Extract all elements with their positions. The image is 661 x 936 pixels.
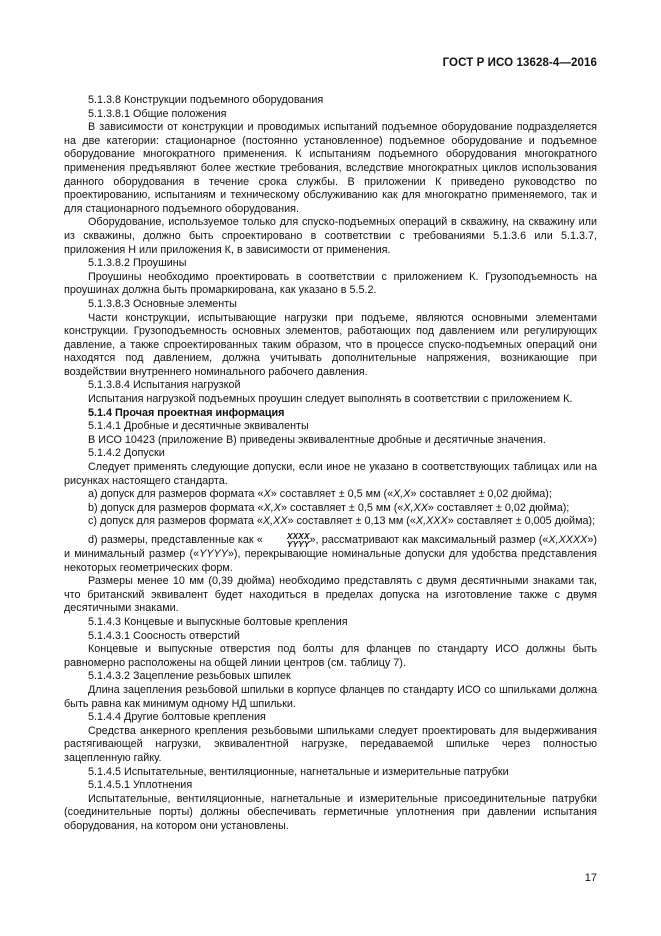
format-code: X,XX (262, 515, 288, 528)
paragraph: Следует применять следующие допуски, если иное не указано в соответствующих таблицах или на рисунках настоящего стандарта. (64, 461, 597, 487)
list-item-c (64, 515, 597, 529)
paragraph: Размеры менее 10 мм (0,39 дюйма) необходимо представлять с двумя десятичными знаками так, что британский эквивалент будет находиться в пределах допуска на изготовление также с двумя десятичными знаками. (64, 575, 597, 615)
subsection-heading: 5.1.4.5.1 Уплотнения (88, 779, 193, 792)
list-text: » составляет ± 0,13 мм (« (287, 515, 416, 528)
list-text: а) допуск для размеров формата « (88, 488, 264, 501)
paragraph: Испытательные, вентиляционные, нагнетальные и измерительные присоединительные патрубки (соединительные порты) должны обеспечивать герметичные уплотнения при давлении испытания оборудования, на котором они установлены. (64, 792, 597, 832)
section-heading: 5.1.3.8 Конструкции подъемного оборудования (88, 94, 324, 106)
format-code: X,XXXX (548, 533, 588, 546)
subsection-heading: 5.1.3.8.2 Проушины (88, 257, 187, 270)
paragraph: В ИСО 10423 (приложение В) приведены эквивалентные дробные и десятичные значения. (88, 433, 546, 446)
overlapping-dimension-symbol (263, 532, 310, 548)
list-text: с) допуск для размеров формата « (88, 515, 263, 528)
format-code: XXXX (286, 531, 310, 541)
format-code: X,XX (403, 501, 428, 514)
subsection-heading: 5.1.4.3.2 Зацепление резьбовых шпилек (88, 670, 291, 683)
page-number: 17 (584, 872, 597, 884)
list-text: »), перекрывающие номинальные допуски для удобства представления некоторых геометрических форм. (64, 548, 597, 574)
list-text: b) допуск для размеров формата « (88, 501, 264, 514)
subsection-heading: 5.1.4.3 Концевые и выпускные болтовые крепления (88, 615, 348, 628)
section-heading-bold: 5.1.4 Прочая проектная информация (88, 406, 285, 419)
paragraph: Концевые и выпускные отверстия под болты для фланцев по стандарту ИСО должны быть равномерно расположены на общей линии центров (см. таблицу 7). (64, 643, 597, 669)
paragraph: Средства анкерного крепления резьбовыми шпильками следует проектировать для выдерживания растягивающей нагрузки, эквивалентной нагрузке, передаваемой шпильке через полностью зацепленную гайку. (64, 724, 597, 764)
subsection-heading: 5.1.4.3.1 Соосность отверстий (88, 629, 240, 642)
document-header: ГОСТ Р ИСО 13628-4—2016 (442, 57, 597, 69)
format-code: X,X (263, 501, 281, 514)
paragraph: Оборудование, используемое только для спуско-подъемных операций в скважину, на скважину или из скважины, должно быть спроектировано в соответствии с требованиями 5.1.3.6 или 5.1.3.7, приложения Н или приложения К, в зависимости от применения. (64, 216, 597, 256)
subsection-heading: 5.1.4.1 Дробные и десятичные эквиваленты (88, 420, 309, 433)
list-text: » составляет ± 0,5 мм (« (270, 488, 394, 501)
list-item-d (64, 532, 597, 575)
subsection-heading: 5.1.3.8.3 Основные элементы (88, 297, 237, 310)
paragraph: Части конструкции, испытывающие нагрузки при подъеме, являются основными элементами конструкции. Грузоподъемность основных элементов, работающих под давлением или регулирующих давление, а также спроектированных таким образом, что в процессе спуско-подъемных операций они находятся под давлением, должна учитывать дополнительные напряжения, возникающие при воздействии внутреннего номинального рабочего давления. (64, 311, 597, 378)
paragraph: Проушины необходимо проектировать в соответствии с приложением К. Грузоподъемность на проушинах должна быть промаркирована, как указано в 5.5.2. (64, 270, 597, 297)
document-body (64, 94, 597, 833)
subsection-heading: 5.1.4.2 Допуски (88, 447, 165, 460)
format-code: YYYY (286, 539, 310, 549)
subsection-heading: 5.1.4.4 Другие болтовые крепления (88, 711, 266, 724)
format-code: X (263, 488, 271, 501)
list-text: », рассматривают как максимальный размер (« (309, 533, 549, 546)
format-code: YYYY (199, 548, 228, 560)
list-text: d) размеры, представленные как « (88, 533, 263, 546)
list-text: ») и минимальный размер (« (64, 533, 597, 560)
format-code: X,X (393, 488, 411, 501)
list-item-a (64, 488, 597, 502)
list-text: » составляет ± 0,02 дюйма); (427, 501, 570, 514)
paragraph: В зависимости от конструкции и проводимых испытаний подъемное оборудование подразделяется на две категории: стационарное (постоянно установленное) подъемное оборудование и подъемное оборудование многократного применения. К испытаниям подъемного оборудования многократного применения предъявляют более жесткие требования, вследствие многократных циклов использования данного оборудования в течение срока службы. В приложении К приведено руководство по проектированию, испытаниям и техническому обслуживанию как для многократно применяемого, так и для стационарного подъемного оборудования. (64, 121, 597, 215)
subsection-heading: 5.1.4.5 Испытательные, вентиляционные, нагнетальные и измерительные патрубки (88, 765, 509, 778)
format-code: X,XXX (415, 515, 448, 528)
subsection-heading: 5.1.3.8.1 Общие положения (88, 107, 227, 120)
list-text: » составляет ± 0,02 дюйма); (410, 488, 552, 501)
list-item-b (64, 502, 597, 516)
paragraph: Длина зацепления резьбовой шпильки в корпусе фланцев по стандарту ИСО со шпильками должна быть равна как минимум одному НД шпильки. (64, 683, 597, 710)
list-text: » составляет ± 0,5 мм (« (280, 501, 404, 514)
paragraph: Испытания нагрузкой подъемных проушин следует выполнять в соответствии с приложением К. (88, 393, 573, 406)
subsection-heading: 5.1.3.8.4 Испытания нагрузкой (88, 379, 241, 392)
list-text: » составляет ± 0,005 дюйма); (447, 515, 596, 528)
